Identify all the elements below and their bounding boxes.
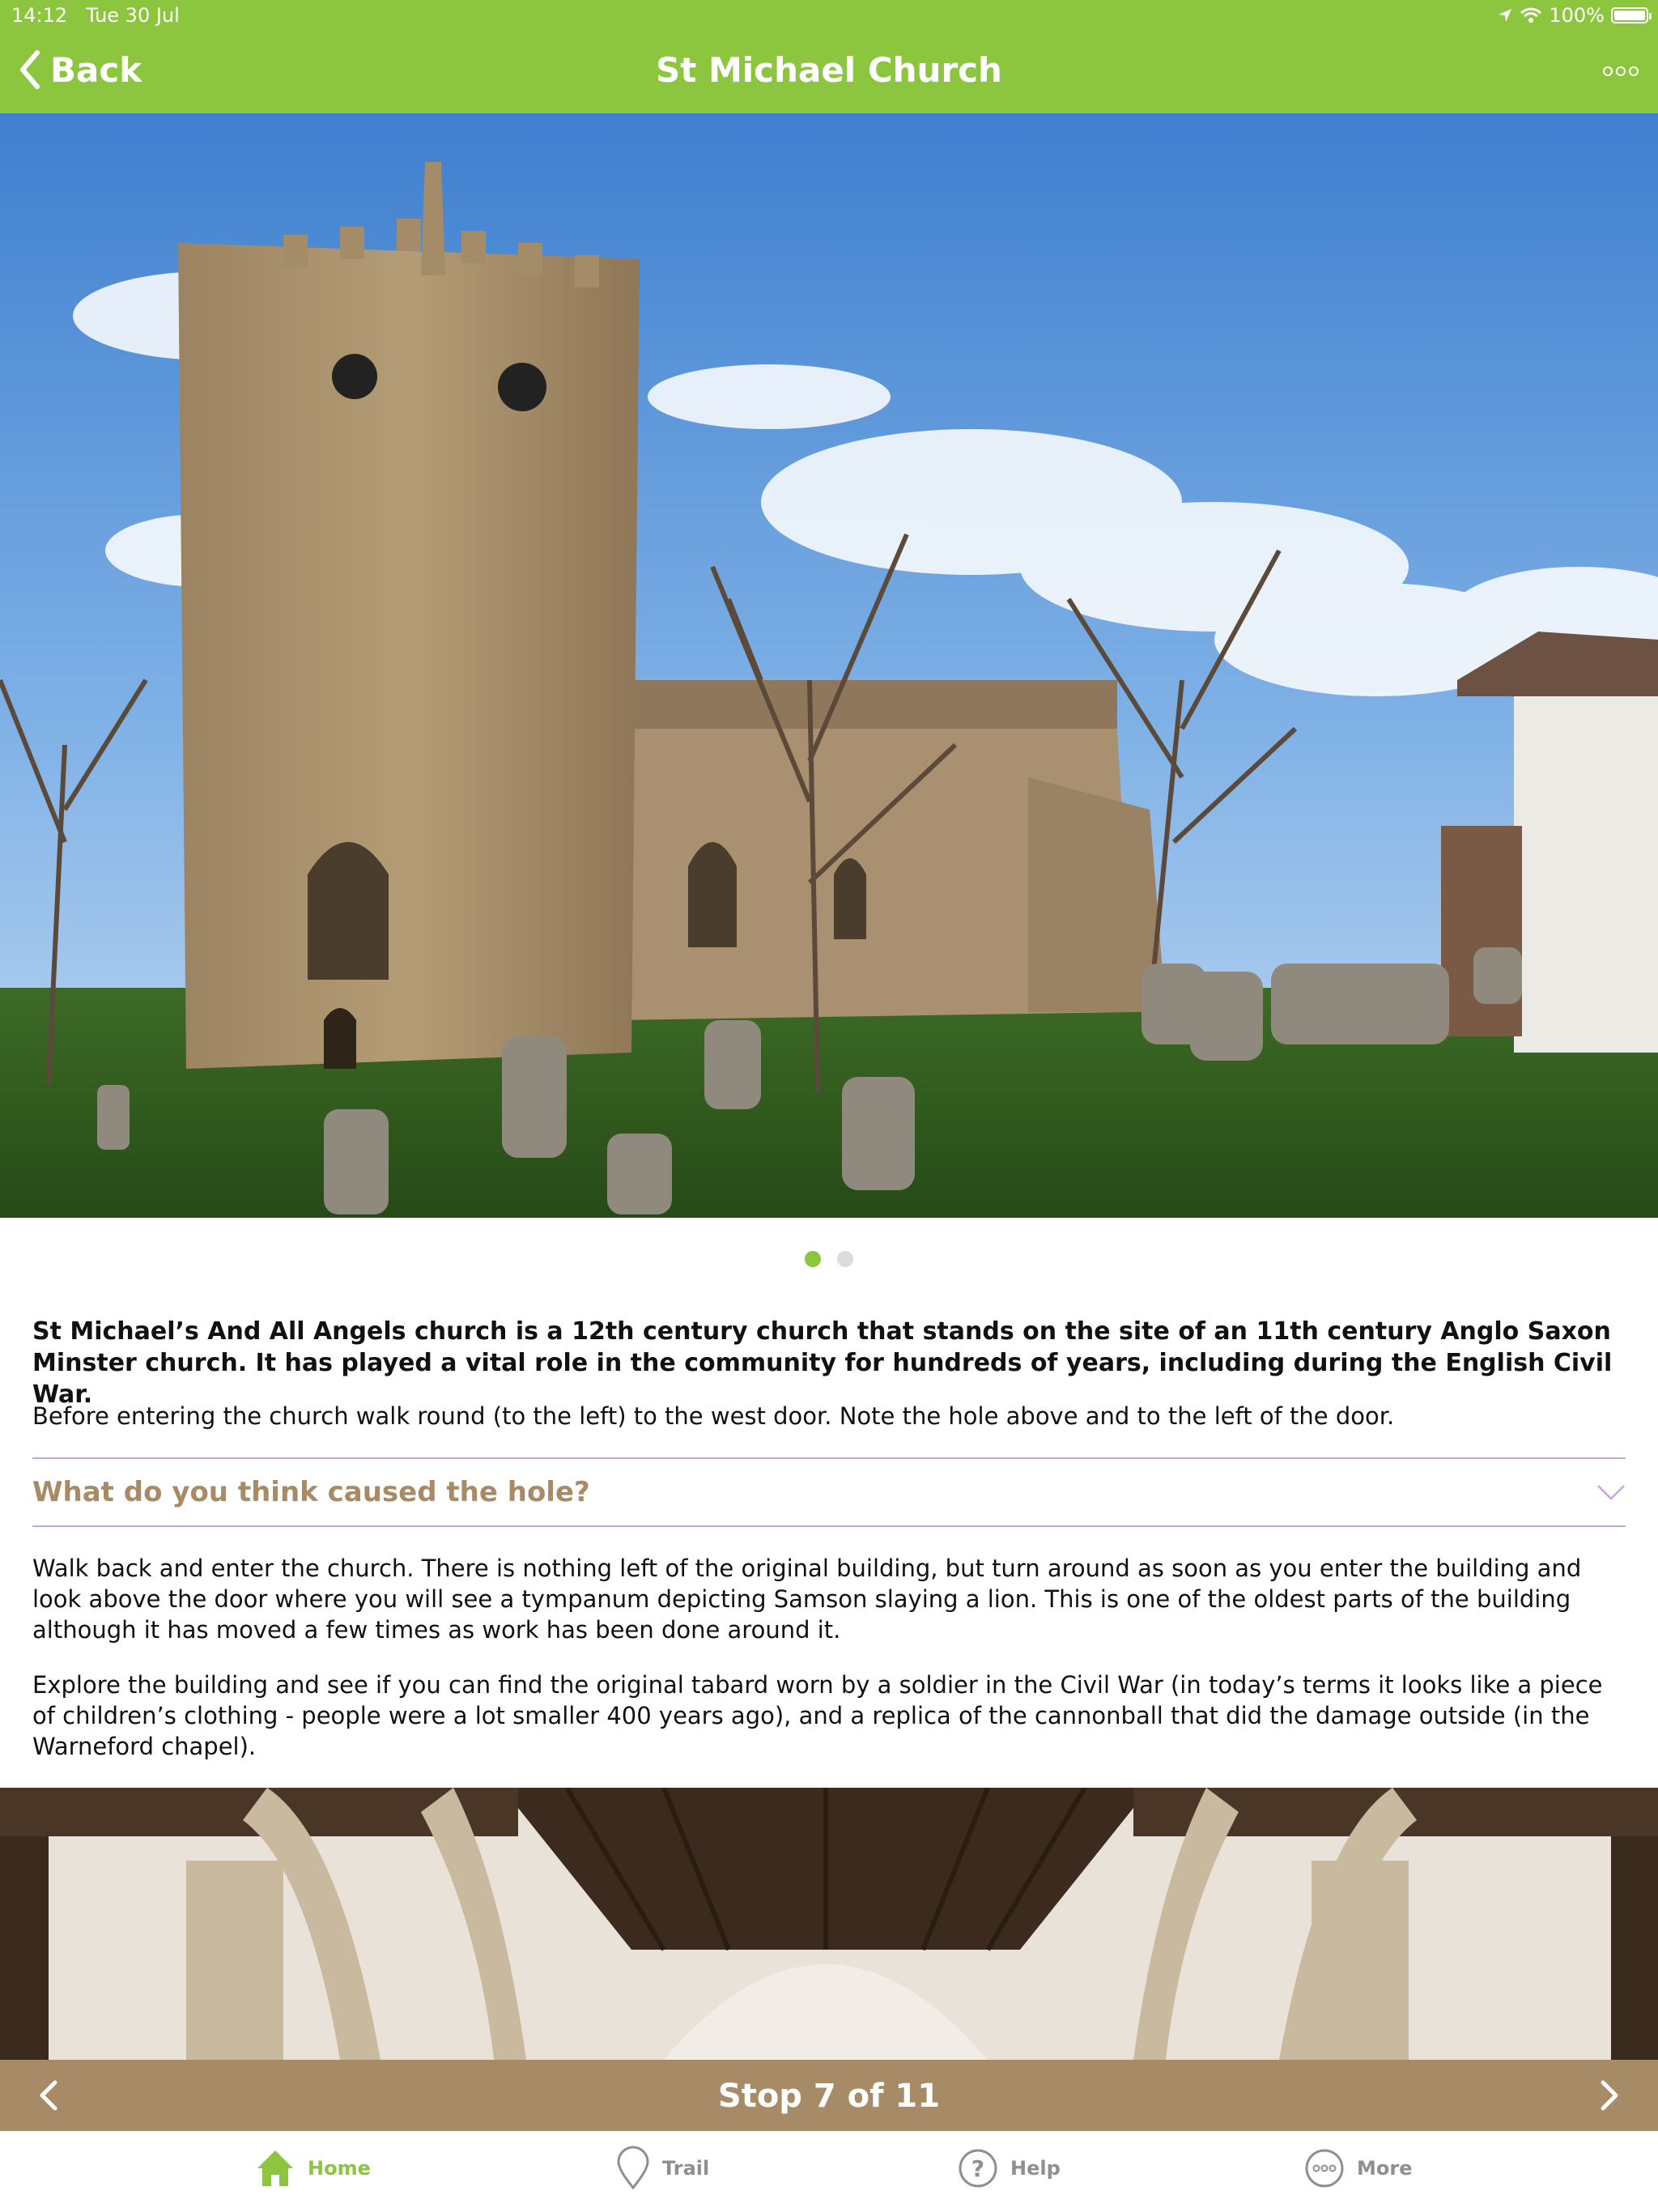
battery-percent: 100% <box>1549 4 1605 27</box>
tab-home-label: Home <box>308 2157 371 2180</box>
question-text: What do you think caused the hole? <box>32 1476 590 1508</box>
stop-navigation-bar <box>0 2060 1658 2131</box>
chevron-down-icon <box>1596 1484 1626 1500</box>
carousel-dot[interactable] <box>805 1251 821 1267</box>
back-label: Back <box>50 49 142 90</box>
carousel-page-indicator[interactable] <box>0 1251 1658 1267</box>
carousel-dot[interactable] <box>837 1251 853 1267</box>
home-icon <box>254 2147 296 2189</box>
help-icon <box>957 2147 999 2189</box>
ellipsis-menu-icon[interactable] <box>1601 60 1640 83</box>
tab-home[interactable] <box>254 2142 371 2194</box>
battery-icon <box>1611 7 1648 23</box>
intro-paragraph: St Michael’s And All Angels church is a 12th century church that stands on the site of an 11th century Anglo Saxon Minster church. It has played a vital role in the community for hundreds of years, including during the English Civil War. <box>32 1317 1613 1409</box>
stop-counter: Stop 7 of 11 <box>717 2078 941 2115</box>
navigation-bar <box>0 32 1658 113</box>
tab-more[interactable] <box>1303 2142 1412 2194</box>
location-arrow-icon <box>1497 7 1513 23</box>
church-interior-photo[interactable] <box>0 1788 1658 2060</box>
tab-help-label: Help <box>1010 2157 1061 2180</box>
church-exterior-photo[interactable] <box>0 113 1658 1218</box>
svg-text:?: ? <box>971 2155 985 2182</box>
church-illustration <box>0 113 1658 1218</box>
status-time: 14:12 Tue 30 Jul <box>11 4 180 27</box>
more-icon <box>1303 2147 1346 2189</box>
tab-bar <box>0 2131 1658 2212</box>
wifi-icon <box>1520 6 1542 24</box>
page-title: St Michael Church <box>656 50 1002 90</box>
next-stop-button[interactable] <box>1590 2078 1626 2113</box>
instruction-paragraph: Before entering the church walk round (to the left) to the west door. Note the hole above and to the left of the door. <box>32 1402 1395 1430</box>
church-interior-illustration <box>0 1788 1658 2060</box>
question-accordion[interactable] <box>32 1457 1626 1527</box>
tab-more-label: More <box>1357 2157 1413 2180</box>
battery-fill <box>1614 11 1645 20</box>
map-pin-icon <box>615 2146 651 2191</box>
explore-paragraph: Explore the building and see if you can find the original tabard worn by a soldier in the Civil War (in today’s terms it looks like a piece of children’s clothing - people were a lot smaller 400 years ago), and a replica of the cannonball that did the damage outside (in the Warneford chapel). <box>32 1671 1603 1760</box>
status-bar <box>0 0 1658 32</box>
tab-trail-label: Trail <box>662 2157 710 2180</box>
tab-trail[interactable] <box>615 2142 709 2194</box>
tab-help[interactable] <box>957 2142 1061 2194</box>
entry-paragraph: Walk back and enter the church. There is nothing left of the original building, but turn around as soon as you enter the building and look above the door where you will see a tympanum depicting Samson slaying a lion. This is one of the oldest parts of the building although it has moved a few times as work has been done around it. <box>32 1555 1582 1644</box>
